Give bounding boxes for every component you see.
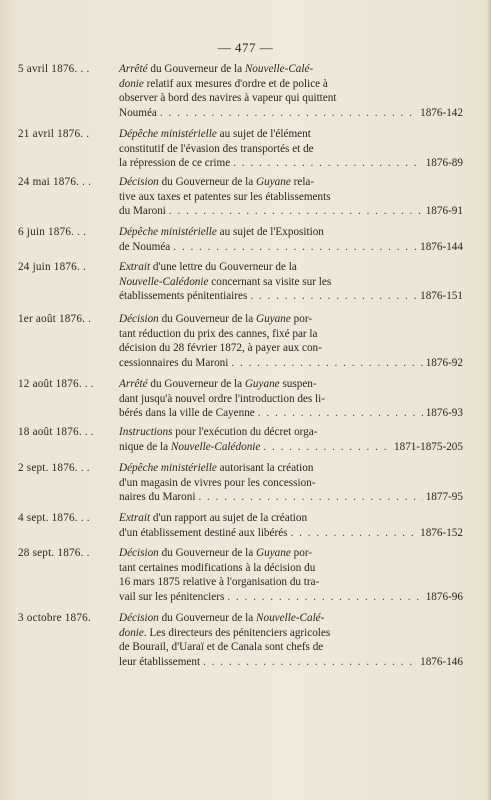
page-fold-shadow	[487, 0, 491, 800]
description-line	[119, 461, 463, 476]
italic-term: Arrêté	[119, 378, 148, 390]
entry-text: suspen-	[279, 378, 317, 390]
catalog-entry	[18, 377, 463, 421]
italic-term: Nouvelle-Calé-	[244, 63, 314, 75]
entry-description	[119, 511, 463, 540]
last-line-text	[119, 106, 157, 121]
entry-date: 1er août 1876. .	[18, 313, 92, 325]
italic-term: donie	[119, 77, 144, 90]
dot-leader	[203, 655, 417, 670]
entry-text: tant certaines modifications à la décision du	[119, 561, 316, 574]
description-line	[119, 626, 463, 641]
last-line-text	[119, 356, 228, 371]
entry-reference: 1876-89	[425, 157, 463, 170]
entry-reference: 1876-142	[420, 106, 463, 119]
catalog-entry	[18, 260, 463, 304]
italic-term: Extrait	[119, 261, 151, 273]
dot-leader	[233, 156, 423, 171]
entry-text: 16 mars 1875 relative à l'organisation du tra-	[119, 576, 320, 589]
entry-text: naires du Maroni	[119, 491, 196, 504]
entry-description	[119, 127, 463, 171]
description-line	[119, 275, 463, 290]
dot-leader	[173, 240, 417, 255]
italic-term: Décision	[119, 612, 159, 624]
entry-text: décision du 28 février 1872, à payer aux con-	[119, 342, 322, 355]
description-line	[119, 91, 463, 106]
description-line	[119, 327, 463, 342]
last-line-text	[119, 204, 166, 219]
entry-description	[119, 546, 463, 604]
entry-date: 18 août 1876. . .	[18, 426, 94, 438]
entry-text: d'un magasin de vivres pour les concession-	[119, 476, 316, 489]
last-line-text	[119, 490, 195, 505]
description-last-line	[119, 406, 463, 421]
description-line	[119, 127, 463, 142]
description-line	[119, 640, 463, 655]
catalog-entry	[18, 611, 463, 669]
dot-leader	[198, 490, 422, 505]
italic-term: Guyane	[256, 547, 291, 559]
entry-date: 3 octobre 1876.	[18, 612, 91, 624]
description-line	[119, 546, 463, 561]
entry-date: 24 mai 1876. . .	[18, 176, 92, 188]
description-last-line	[119, 440, 463, 455]
entry-text: d'une lettre du Gouverneur de la	[150, 261, 297, 273]
last-line-text	[119, 590, 224, 605]
description-last-line	[119, 240, 463, 255]
last-line-text	[119, 440, 260, 455]
last-line-text	[119, 406, 255, 421]
entry-text: vail sur les pénitenciers	[119, 590, 225, 603]
italic-term: Extrait	[119, 512, 151, 524]
description-last-line	[119, 526, 463, 541]
last-line-text	[119, 240, 170, 255]
catalog-entry	[18, 62, 463, 120]
description-last-line	[119, 156, 463, 171]
entry-text: au sujet de l'élément	[216, 128, 311, 140]
last-line-text	[119, 156, 230, 171]
entry-text: du Gouverneur de la	[158, 176, 257, 188]
description-line	[119, 425, 463, 440]
entry-description	[119, 62, 463, 120]
entry-text: d'un établissement destiné aux libérés	[119, 526, 288, 539]
description-line	[119, 476, 463, 491]
italic-term: Nouvelle-Calédonie	[119, 275, 209, 288]
entry-description	[119, 312, 463, 370]
dot-leader	[160, 106, 417, 121]
entry-text: cessionnaires du Maroni	[119, 356, 229, 369]
italic-term: Guyane	[244, 378, 280, 390]
entry-text: observer à bord des navires à vapeur qui quittent	[119, 92, 337, 105]
description-last-line	[119, 490, 463, 505]
entry-text: du Gouverneur de la	[158, 313, 257, 325]
entry-text: tant réduction du prix des cannes, fixé par la	[119, 327, 318, 340]
entry-reference: 1876-151	[420, 290, 463, 303]
entry-text: de Bourail, d'Uaraï et de Canala sont chefs de	[119, 641, 324, 654]
description-last-line	[119, 590, 463, 605]
entry-text: de Nouméa	[119, 240, 171, 253]
last-line-text	[119, 526, 288, 541]
entry-description	[119, 225, 463, 254]
description-line	[119, 377, 463, 392]
description-last-line	[119, 289, 463, 304]
description-last-line	[119, 106, 463, 121]
entry-text: constitutif de l'évasion des transportés et de	[119, 142, 314, 155]
description-line	[119, 312, 463, 327]
italic-term: Instructions	[119, 426, 173, 438]
entry-text: rela-	[290, 176, 315, 188]
dot-leader	[169, 204, 423, 219]
italic-term: Décision	[119, 176, 159, 188]
dot-leader	[227, 590, 422, 605]
entry-text: du Gouverneur de la	[147, 378, 245, 390]
entry-description	[119, 377, 463, 421]
description-line	[119, 511, 463, 526]
entry-text: d'un rapport au sujet de la création	[150, 512, 308, 524]
italic-term: Décision	[119, 313, 159, 325]
entry-reference: 1877-95	[425, 491, 463, 504]
italic-term: donie	[119, 626, 144, 639]
description-line	[119, 611, 463, 626]
description-line	[119, 341, 463, 356]
description-line	[119, 175, 463, 190]
entry-text: du Gouverneur de la	[147, 63, 245, 75]
last-line-text	[119, 289, 247, 304]
description-line	[119, 575, 463, 590]
entry-date: 24 juin 1876. .	[18, 261, 86, 273]
entry-reference: 1876-92	[425, 356, 463, 369]
entry-reference: 1871-1875-205	[394, 440, 463, 453]
catalog-entry	[18, 312, 463, 370]
entry-text: autorisant la création	[216, 462, 314, 474]
entry-text: dant jusqu'à nouvel ordre l'introduction des li-	[119, 392, 325, 405]
description-line	[119, 62, 463, 77]
catalog-entry	[18, 461, 463, 505]
description-last-line	[119, 204, 463, 219]
entry-text: relatif aux mesures d'ordre et de police à	[143, 77, 328, 90]
entry-text: por-	[290, 547, 313, 559]
dot-leader	[291, 526, 418, 541]
entry-text: leur établissement	[119, 655, 201, 668]
entry-reference: 1876-146	[420, 655, 463, 668]
last-line-text	[119, 655, 200, 670]
italic-term: Nouvelle-Calé-	[256, 612, 325, 624]
italic-term: Dépêche ministérielle	[119, 226, 217, 238]
entry-reference: 1876-93	[425, 407, 463, 420]
entry-description	[119, 260, 463, 304]
description-last-line	[119, 356, 463, 371]
entry-text: por-	[290, 313, 313, 325]
description-line	[119, 190, 463, 205]
entry-text: pour l'exécution du décret orga-	[172, 426, 318, 438]
entry-date: 6 juin 1876. . .	[18, 226, 87, 238]
entry-date: 4 sept. 1876. . .	[18, 512, 90, 524]
entry-text: nique de la	[119, 440, 171, 453]
entry-text: du Maroni	[119, 205, 166, 218]
description-line	[119, 561, 463, 576]
catalog-entry	[18, 175, 463, 219]
dot-leader	[250, 289, 417, 304]
entry-text: Nouméa	[119, 106, 157, 119]
italic-term: Décision	[119, 547, 159, 559]
entry-text: établissements pénitentiaires	[119, 290, 248, 303]
catalog-entry	[18, 225, 463, 254]
entry-reference: 1876-144	[420, 240, 463, 253]
entry-description	[119, 425, 463, 454]
entry-reference: 1876-96	[425, 590, 463, 603]
entry-date: 21 avril 1876. .	[18, 128, 90, 140]
entry-description	[119, 611, 463, 669]
description-line	[119, 77, 463, 92]
catalog-entry	[18, 127, 463, 171]
italic-term: Dépêche ministérielle	[119, 462, 217, 474]
description-last-line	[119, 655, 463, 670]
description-line	[119, 142, 463, 157]
description-line	[119, 392, 463, 407]
italic-term: Arrêté	[119, 63, 148, 75]
italic-term: Nouvelle-Calédonie	[170, 440, 261, 453]
dot-leader	[263, 440, 391, 455]
italic-term: Guyane	[256, 313, 291, 325]
entry-text: la répression de ce crime	[119, 157, 231, 170]
entry-text: . Les directeurs des pénitenciers agricoles	[143, 626, 331, 639]
entry-description	[119, 461, 463, 505]
entry-date: 12 août 1876. . .	[18, 378, 94, 390]
dot-leader	[258, 406, 423, 421]
entry-date: 5 avril 1876. . .	[18, 63, 90, 75]
entry-description	[119, 175, 463, 219]
catalog-entry	[18, 425, 463, 454]
entry-text: bérés dans la ville de Cayenne	[119, 407, 255, 420]
italic-term: Dépêche ministérielle	[119, 128, 217, 140]
catalog-entry	[18, 511, 463, 540]
italic-term: Guyane	[256, 176, 291, 188]
entry-text: concernant sa visite sur les	[208, 275, 332, 288]
description-line	[119, 225, 463, 240]
entry-date: 2 sept. 1876. . .	[18, 462, 90, 474]
entry-text: du Gouverneur de la	[158, 547, 257, 559]
catalog-entry	[18, 546, 463, 604]
entry-text: du Gouverneur de la	[158, 612, 257, 624]
entry-reference: 1876-91	[425, 205, 463, 218]
entry-text: au sujet de l'Exposition	[216, 226, 324, 238]
entry-text: tive aux taxes et patentes sur les établissements	[119, 190, 331, 203]
entry-reference: 1876-152	[420, 526, 463, 539]
entry-date: 28 sept. 1876. .	[18, 547, 90, 559]
dot-leader	[231, 356, 422, 371]
description-line	[119, 260, 463, 275]
page-number: — 477 —	[217, 40, 274, 55]
